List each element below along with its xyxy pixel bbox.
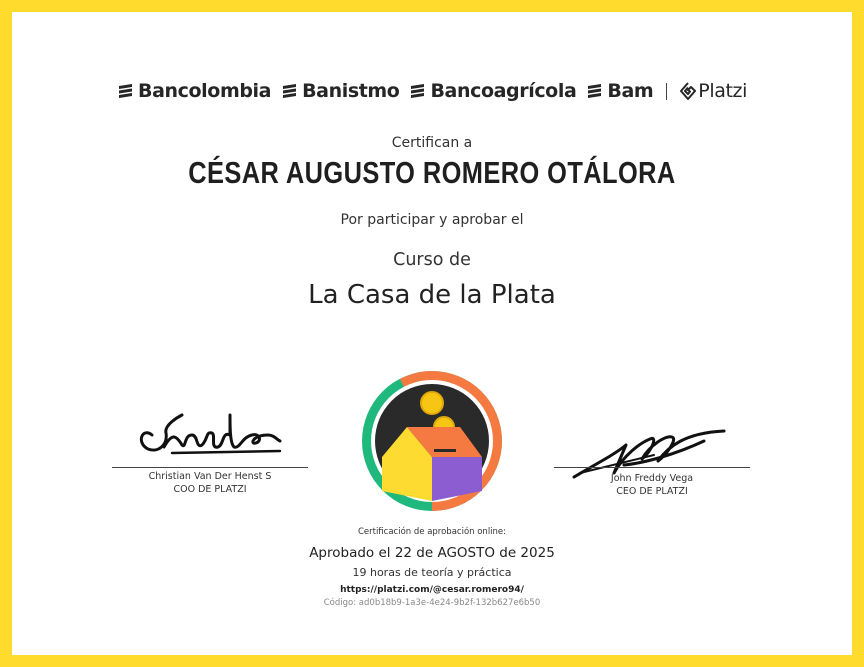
sponsor-logos: [0, 80, 864, 102]
signer-role-right: CEO DE PLATZI: [616, 486, 688, 497]
logo-platzi: Platzi: [680, 80, 747, 102]
course-prefix: Curso de: [393, 250, 471, 270]
certificate-code: Código: ad0b18b9-1a3e-4e24-9b2f-132b627e6b50: [323, 598, 541, 608]
reason-text: Por participar y aprobar el: [340, 212, 524, 228]
course-title: La Casa de la Plata: [308, 280, 556, 310]
signer-role-left: COO DE PLATZI: [173, 484, 247, 495]
online-cert-label: Certificación de aprobación online:: [357, 527, 507, 537]
signature-line-left: [112, 467, 308, 468]
logo-bancoagricola: Bancoagrícola: [409, 80, 576, 102]
course-hours: 19 horas de teoría y práctica: [352, 566, 512, 579]
logo-banistmo: Banistmo: [281, 80, 399, 102]
approval-date: Aprobado el 22 de AGOSTO de 2025: [309, 545, 555, 561]
course-badge-icon: [360, 369, 504, 513]
bancolombia-bars-icon: [409, 84, 426, 99]
platzi-logo-icon: [680, 82, 696, 100]
bancolombia-bars-icon: [117, 84, 134, 99]
intro-text: Certifican a: [391, 135, 473, 151]
handwritten-signature-van-der-henst: [112, 405, 308, 465]
logo-separator: [666, 83, 667, 100]
profile-link[interactable]: https://platzi.com/@cesar.romero94/: [340, 585, 524, 595]
bancolombia-bars-icon: [586, 84, 603, 99]
bancolombia-bars-icon: [281, 84, 298, 99]
logo-bancolombia: Bancolombia: [117, 80, 271, 102]
signature-line-right: [554, 467, 750, 468]
logo-bam: Bam: [586, 80, 653, 102]
signer-name-left: Christian Van Der Henst S: [148, 471, 272, 482]
signer-name-right: John Freddy Vega: [610, 473, 694, 484]
recipient-name: CÉSAR AUGUSTO ROMERO OTÁLORA: [188, 155, 676, 190]
